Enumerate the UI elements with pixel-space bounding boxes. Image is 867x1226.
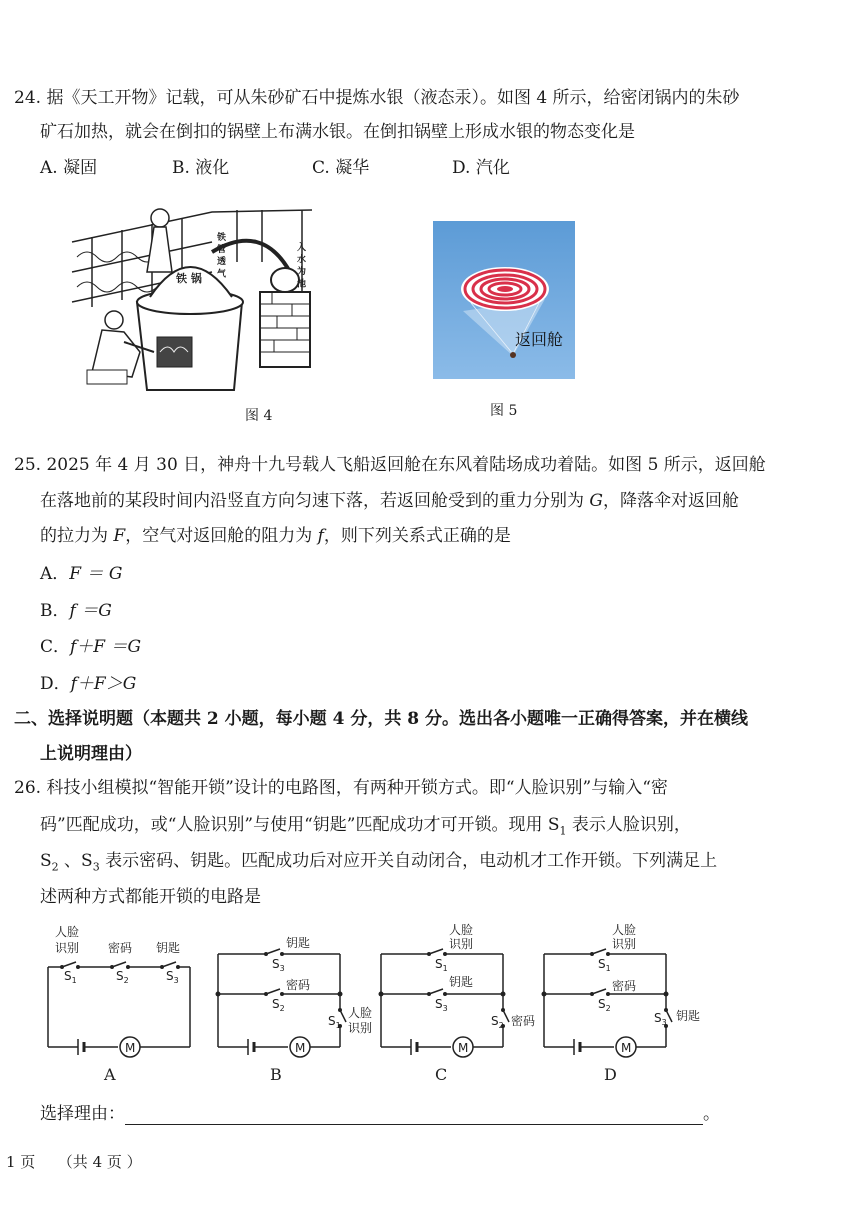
q25-option-d: D．f＋F＞G bbox=[40, 674, 137, 694]
q26-stem-line1: 26. 科技小组模拟“智能开锁”设计的电路图，有两种开锁方式。即“人脸识别”与输入“密 bbox=[14, 778, 668, 798]
circuit-c-key-label: 钥匙 bbox=[449, 975, 474, 989]
q24-option-a: A. 凝固 bbox=[40, 158, 98, 178]
circuit-b bbox=[210, 922, 375, 1087]
circuit-a-password-label: 密码 bbox=[108, 941, 133, 955]
fig5-capsule-label: 返回舱 bbox=[515, 330, 564, 349]
circuit-b-recog-label: 识别 bbox=[348, 1021, 373, 1035]
section2-heading-line1: 二、选择说明题（本题共 2 小题，每小题 4 分，共 8 分。选出各小题唯一正确得答案，并在横线 bbox=[14, 709, 748, 729]
circuit-d bbox=[536, 922, 706, 1087]
q25-option-c: C．f＋F ＝G bbox=[40, 637, 142, 657]
fig4-water-label: 入 水 为 池 bbox=[295, 242, 305, 288]
circuit-b-motor: M bbox=[295, 1041, 306, 1055]
fig4-pot-label: 铁 锅 bbox=[176, 272, 202, 285]
figure-5-photo bbox=[433, 221, 575, 379]
circuit-a-key-label: 钥匙 bbox=[156, 941, 181, 955]
q26-stem-line2: 码”匹配成功，或“人脸识别”与使用“钥匙”匹配成功才可开锁。现用 $S_1$ 表示人脸识别， bbox=[40, 815, 691, 838]
circuit-d-password-label: 密码 bbox=[612, 979, 637, 993]
q26-reason-label: 选择理由： bbox=[40, 1104, 125, 1124]
q25-stem-line3: 的拉力为 F，空气对返回舱的阻力为 f，则下列关系式正确的是 bbox=[40, 526, 511, 546]
circuit-c-recog-label: 识别 bbox=[449, 937, 474, 951]
circuit-a bbox=[40, 922, 200, 1087]
circuit-c-motor: M bbox=[458, 1041, 469, 1055]
circuit-d-s3: $S_3$ bbox=[654, 1011, 667, 1027]
circuit-d-s2: $S_2$ bbox=[598, 997, 611, 1013]
circuit-d-face-label: 人脸 bbox=[612, 923, 637, 937]
q25-option-b: B．f ＝G bbox=[40, 601, 112, 621]
q24-stem-line2: 矿石加热，就会在倒扣的锅壁上布满水银。在倒扣锅壁上形成水银的物态变化是 bbox=[40, 122, 635, 142]
section2-heading-line2: 上说明理由） bbox=[40, 744, 142, 764]
fig4-pipe-label: 铁 管 透 气 bbox=[215, 232, 225, 278]
circuit-b-password-label: 密码 bbox=[286, 978, 311, 992]
circuit-a-motor: M bbox=[125, 1041, 136, 1055]
q26-stem-line4: 述两种方式都能开锁的电路是 bbox=[40, 887, 261, 907]
circuit-a-s3: $S_3$ bbox=[166, 969, 179, 985]
q26-reason-end: 。 bbox=[703, 1104, 720, 1124]
q24-option-c: C. 凝华 bbox=[312, 158, 370, 178]
q24-option-b: B. 液化 bbox=[172, 158, 230, 178]
q24-option-d: D. 汽化 bbox=[452, 158, 510, 178]
circuit-c-face-label: 人脸 bbox=[449, 923, 474, 937]
circuit-a-s1: $S_1$ bbox=[64, 969, 77, 985]
q24-stem-line1: 24. 据《天工开物》记载，可从朱砂矿石中提炼水银（液态汞）。如图 4 所示，给密闭锅内的朱砂 bbox=[14, 88, 740, 108]
circuit-c-s3: $S_3$ bbox=[435, 997, 448, 1013]
circuit-a-label: A bbox=[104, 1065, 116, 1084]
q26-reason-row bbox=[40, 1103, 720, 1125]
circuit-c bbox=[373, 922, 538, 1087]
page-footer: 1 页 （共 4 页 ） bbox=[6, 1153, 142, 1171]
circuit-b-face-label: 人脸 bbox=[348, 1006, 373, 1020]
circuit-d-motor: M bbox=[621, 1041, 632, 1055]
circuit-b-s2: $S_2$ bbox=[272, 997, 285, 1013]
circuit-a-face-label: 人脸 bbox=[55, 925, 80, 939]
figure-4-illustration bbox=[62, 202, 322, 402]
circuit-d-s1: $S_1$ bbox=[598, 957, 611, 973]
circuit-c-label: C bbox=[435, 1065, 448, 1084]
circuit-a-s2: $S_2$ bbox=[116, 969, 129, 985]
q25-option-a: A．F ＝ G bbox=[40, 564, 123, 584]
circuit-b-s3: $S_3$ bbox=[272, 957, 285, 973]
q25-stem-line1: 25. 2025 年 4 月 30 日，神舟十九号载人飞船返回舱在东风着陆场成功着陆。如图 5 所示，返回舱 bbox=[14, 455, 766, 475]
q26-stem-line3: $S_2$ 、$S_3$ 表示密码、钥匙。匹配成功后对应开关自动闭合，电动机才工作开锁。下列满足上 bbox=[40, 851, 718, 874]
circuit-c-s2: $S_2$ bbox=[491, 1014, 504, 1030]
circuit-d-key-label: 钥匙 bbox=[676, 1009, 701, 1023]
q26-reason-blank[interactable] bbox=[125, 1108, 703, 1125]
circuit-a-recog-label: 识别 bbox=[55, 941, 80, 955]
q25-stem-line2: 在落地前的某段时间内沿竖直方向匀速下落，若返回舱受到的重力分别为 G，降落伞对返回舱 bbox=[40, 491, 739, 511]
circuit-b-key-label: 钥匙 bbox=[286, 936, 311, 950]
circuit-d-label: D bbox=[604, 1065, 617, 1084]
circuit-c-password-label: 密码 bbox=[511, 1014, 536, 1028]
circuit-c-s1: $S_1$ bbox=[435, 957, 448, 973]
figure-4-caption: 图 4 bbox=[245, 408, 273, 424]
circuit-b-s1: $S_1$ bbox=[328, 1014, 341, 1030]
figure-5-caption: 图 5 bbox=[490, 403, 518, 419]
circuit-d-recog-label: 识别 bbox=[612, 937, 637, 951]
circuit-b-label: B bbox=[270, 1065, 282, 1084]
